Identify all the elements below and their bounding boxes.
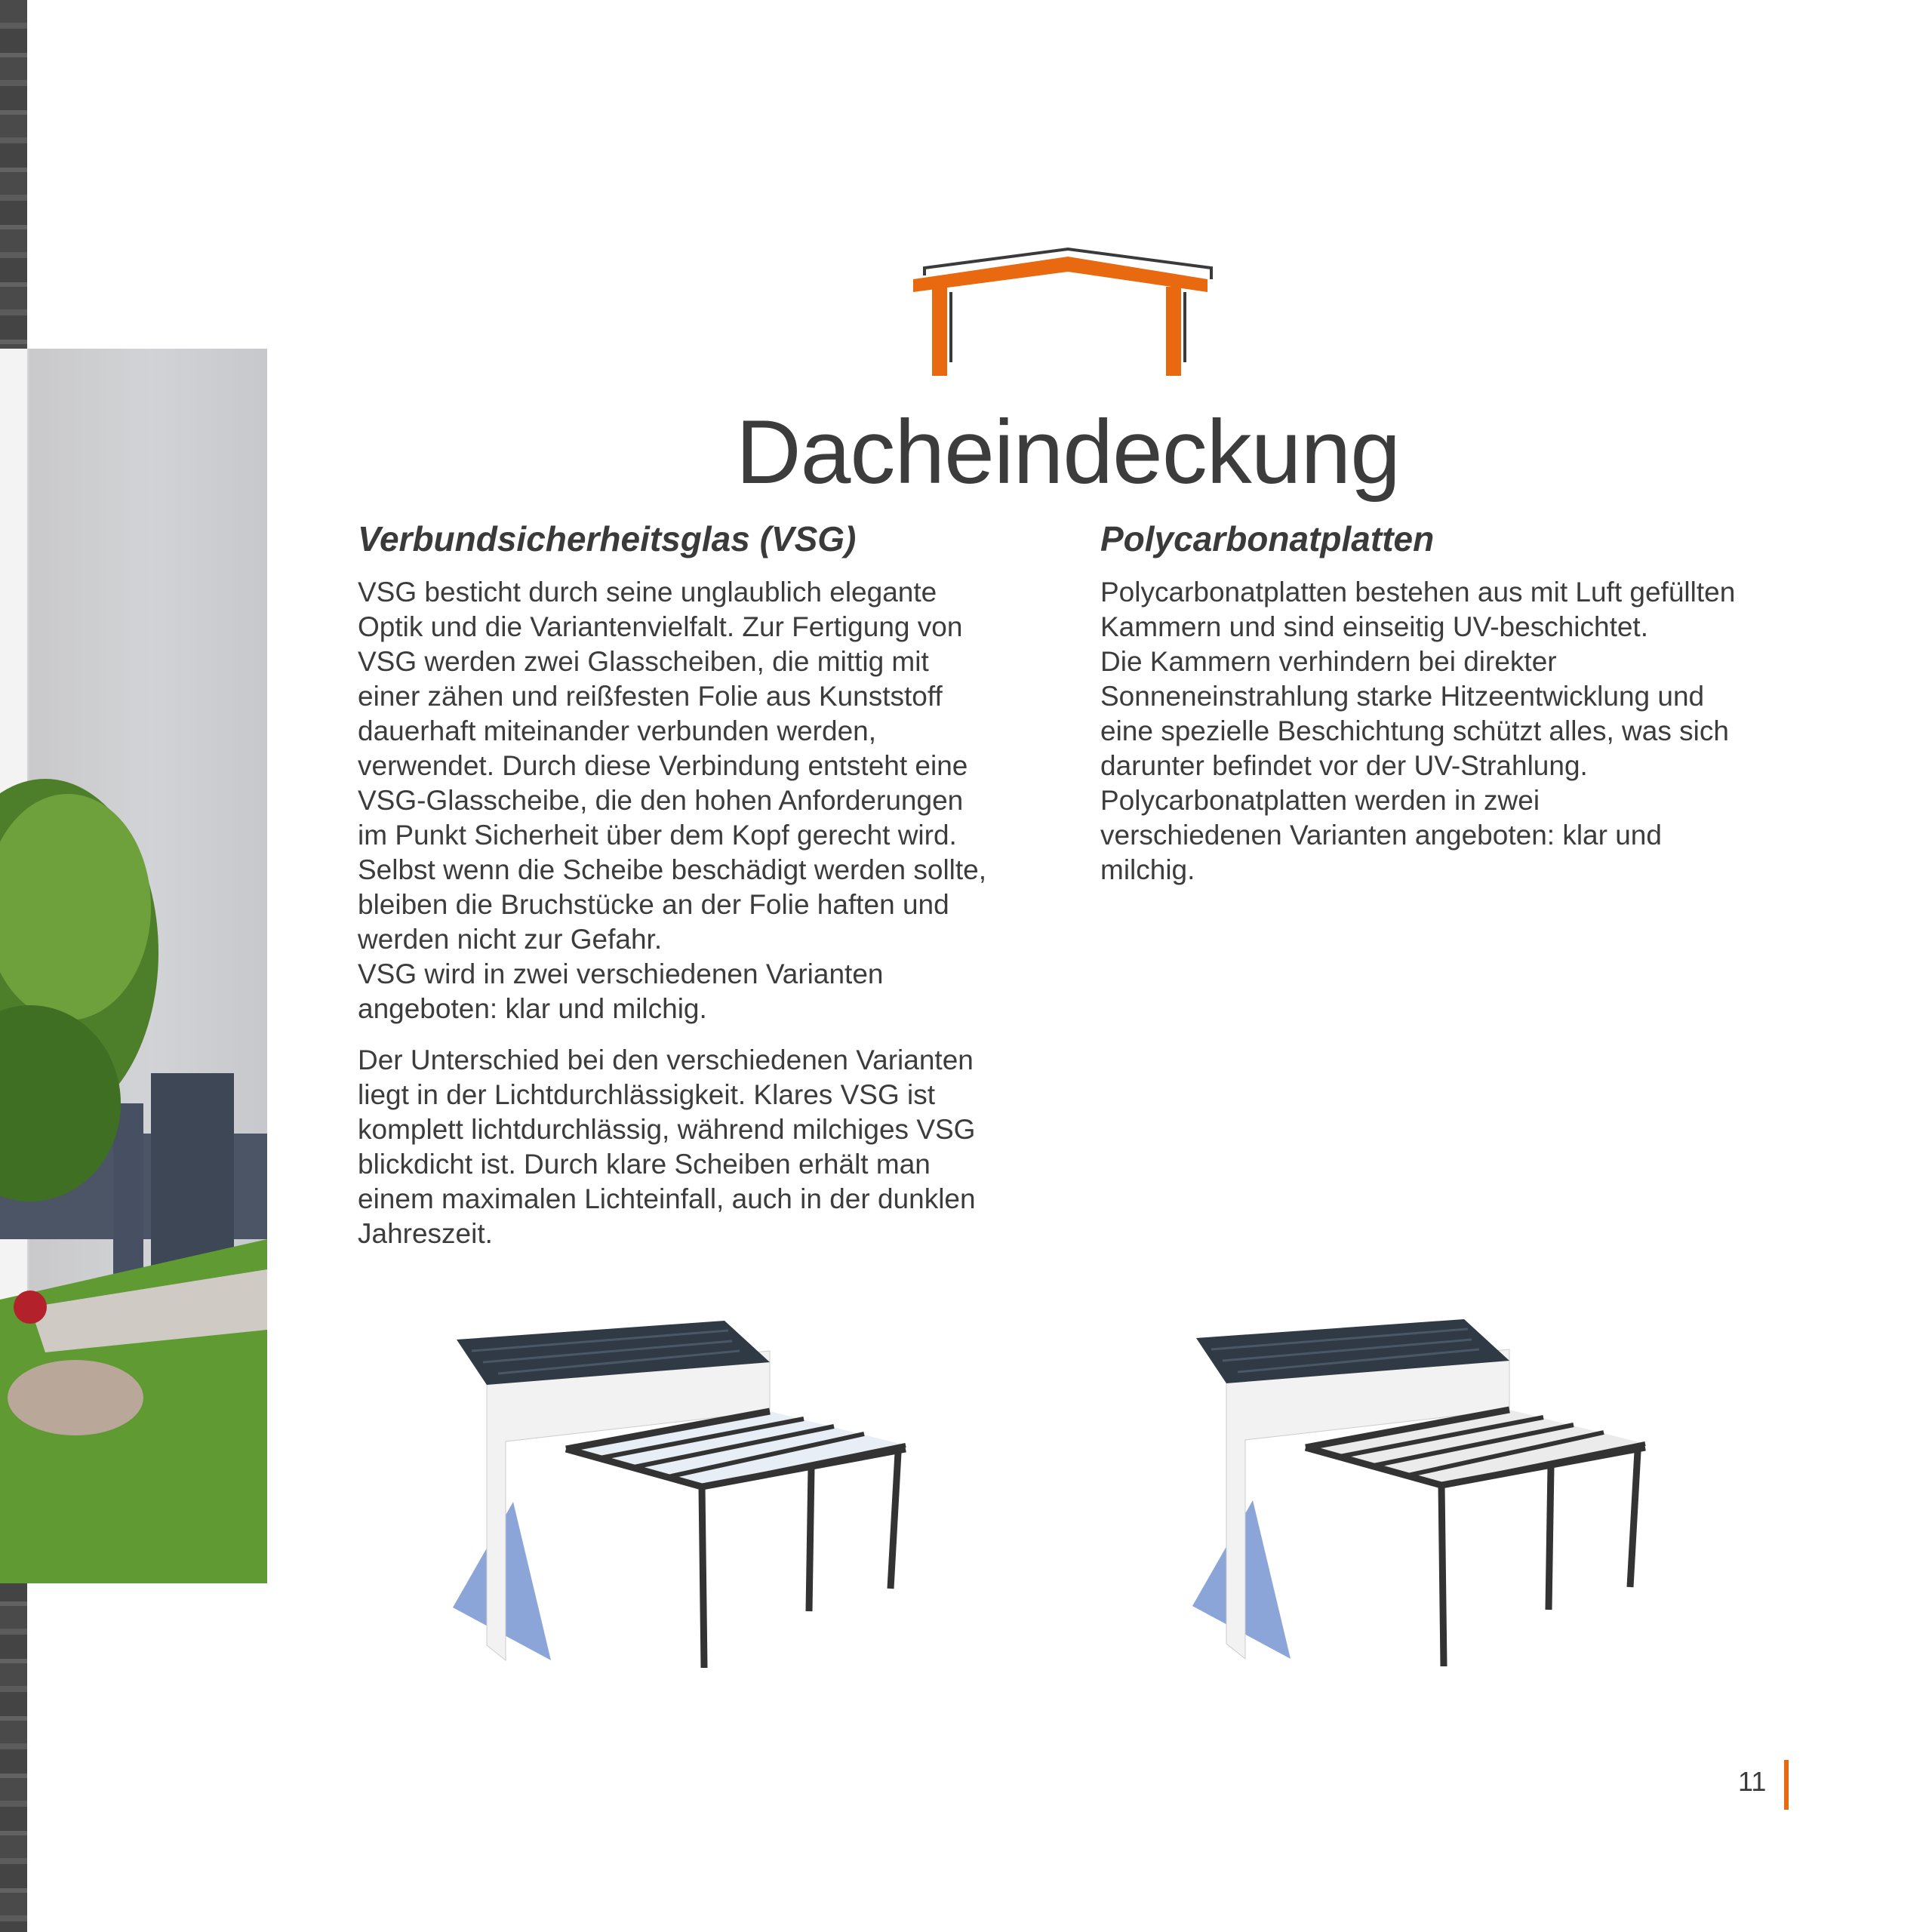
text-line: verschiedenen Varianten angeboten: klar und — [1100, 820, 1662, 851]
text-line: Polycarbonatplatten bestehen aus mit Luft gefüllten — [1100, 577, 1736, 608]
text-line: angeboten: klar und milchig. — [358, 993, 707, 1024]
text-line: blickdicht ist. Durch klare Scheiben erhält man — [358, 1149, 931, 1180]
text-line: dauerhaft miteinander verbunden werden, — [358, 715, 877, 746]
garden-photo — [0, 349, 267, 1583]
page-title: Dacheindeckung — [736, 401, 1400, 503]
polycarbonate-heading: Polycarbonatplatten — [1100, 519, 1435, 558]
vsg-paragraph — [358, 1043, 986, 1251]
pergola-vsg-illustration — [453, 1306, 913, 1675]
vsg-heading: Verbundsicherheitsglas (VSG) — [358, 519, 857, 558]
text-line: einer zähen und reißfesten Folie aus Kunststoff — [358, 681, 943, 712]
text-line: Polycarbonatplatten werden in zwei — [1100, 785, 1540, 816]
text-line: komplett lichtdurchlässig, während milchiges VSG — [358, 1114, 976, 1145]
page-number-accent-bar — [1784, 1760, 1789, 1810]
text-line: VSG-Glasscheibe, die den hohen Anforderungen — [358, 785, 964, 816]
text-line: VSG wird in zwei verschiedenen Varianten — [358, 958, 884, 989]
text-line: milchig. — [1100, 854, 1195, 885]
text-line: Sonneneinstrahlung starke Hitzeentwicklung und — [1100, 681, 1705, 712]
text-line: Die Kammern verhindern bei direkter — [1100, 646, 1557, 677]
roof-logo-icon — [909, 245, 1219, 377]
text-line: Jahreszeit. — [358, 1218, 493, 1249]
text-line: Optik und die Variantenvielfalt. Zur Fertigung von — [358, 611, 963, 642]
text-line: eine spezielle Beschichtung schützt alles, was sich — [1100, 715, 1729, 746]
polycarbonate-paragraph — [1100, 575, 1735, 888]
text-line: liegt in der Lichtdurchlässigkeit. Klares VSG ist — [358, 1079, 936, 1110]
text-line: im Punkt Sicherheit über dem Kopf gerecht wird. — [358, 820, 957, 851]
vsg-section — [358, 518, 986, 1268]
text-line: verwendet. Durch diese Verbindung entsteht eine — [358, 750, 968, 781]
text-line: Der Unterschied bei den verschiedenen Varianten — [358, 1044, 974, 1075]
text-line: VSG werden zwei Glasscheiben, die mittig mit — [358, 646, 929, 677]
page-number: 11 — [1738, 1766, 1767, 1797]
vsg-paragraph — [358, 575, 986, 1026]
text-line: darunter befindet vor der UV-Strahlung. — [1100, 750, 1588, 781]
text-line: bleiben die Bruchstücke an der Folie haften und — [358, 889, 949, 920]
text-line: Selbst wenn die Scheibe beschädigt werden sollte, — [358, 854, 987, 885]
pergola-polycarbonate-illustration — [1192, 1304, 1653, 1674]
text-line: Kammern und sind einseitig UV-beschichtet. — [1100, 611, 1648, 642]
text-line: werden nicht zur Gefahr. — [358, 924, 663, 955]
text-line: einem maximalen Lichteinfall, auch in der dunklen — [358, 1183, 976, 1214]
polycarbonate-section — [1100, 518, 1735, 904]
text-line: VSG besticht durch seine unglaublich elegante — [358, 577, 937, 608]
